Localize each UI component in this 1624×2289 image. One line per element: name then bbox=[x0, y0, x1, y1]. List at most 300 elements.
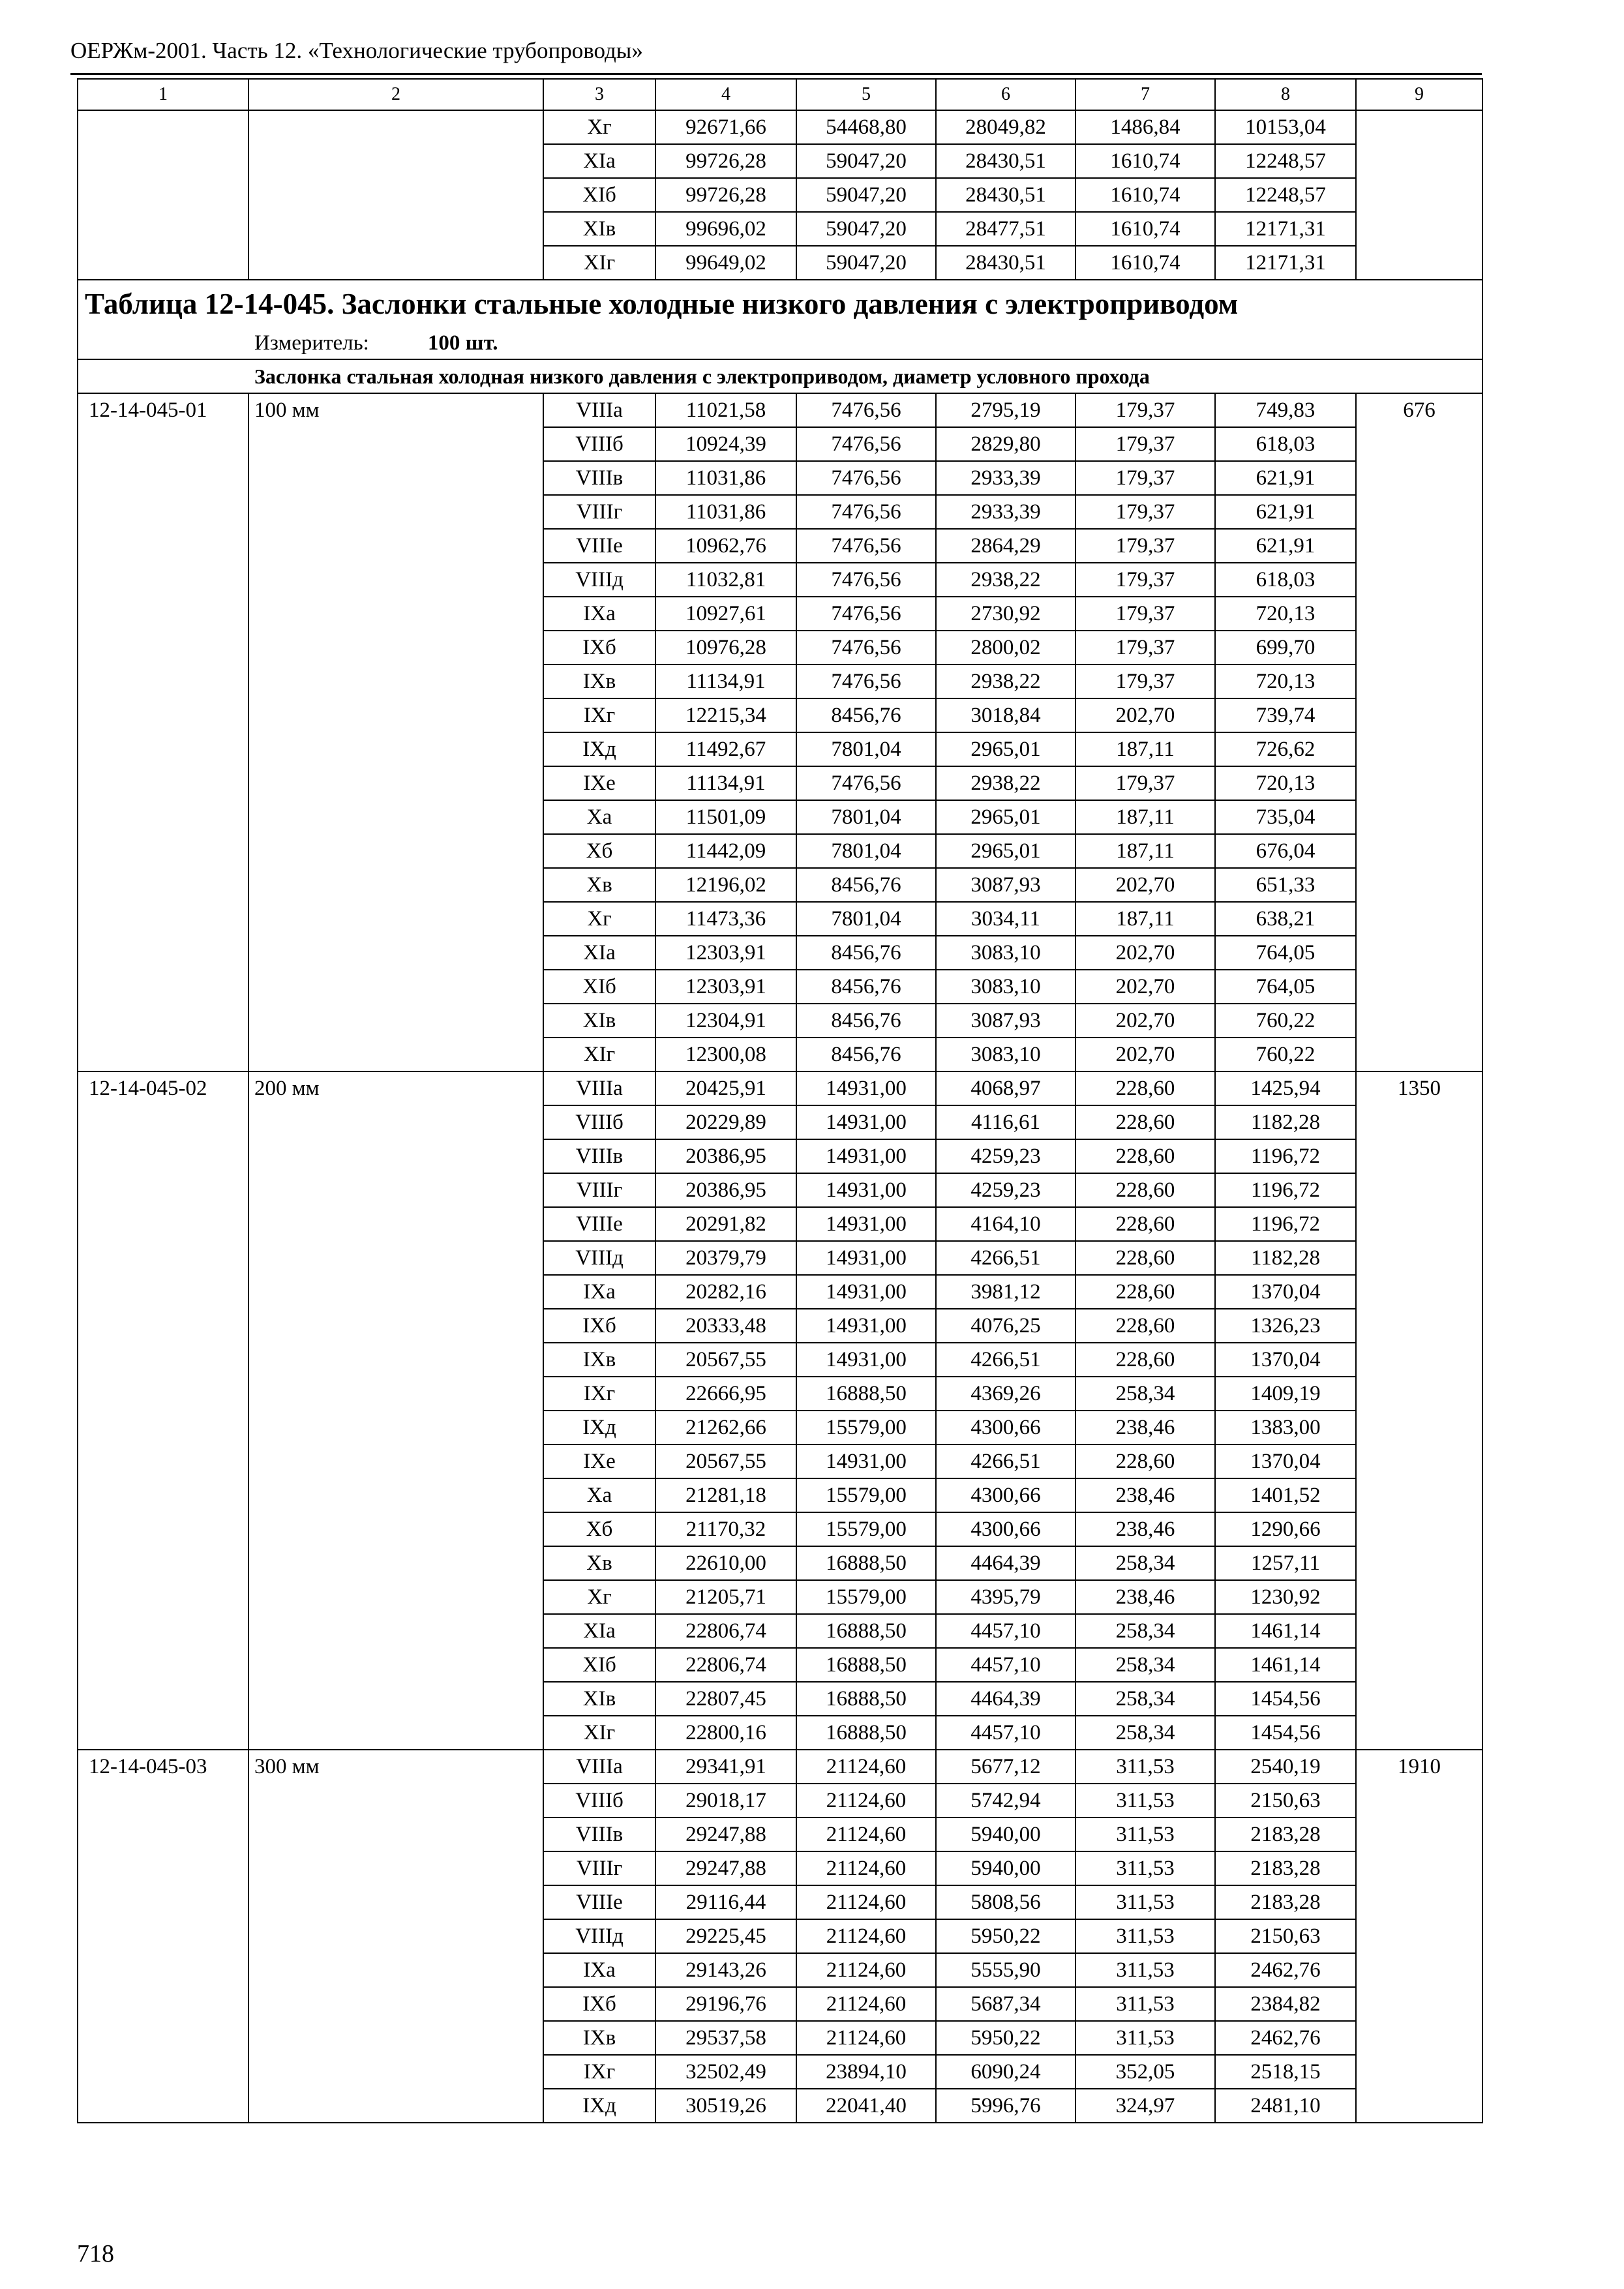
labor-cost-cell: 7476,56 bbox=[796, 631, 936, 665]
column-number: 5 bbox=[796, 79, 936, 110]
labor-cost-cell: 14931,00 bbox=[796, 1343, 936, 1377]
total-cost-cell: 10976,28 bbox=[655, 631, 796, 665]
zone-cell: XIa bbox=[543, 1614, 655, 1648]
machinist-wage-cell: 311,53 bbox=[1075, 2021, 1215, 2055]
total-cost-cell: 20229,89 bbox=[655, 1105, 796, 1139]
total-cost-cell: 10924,39 bbox=[655, 427, 796, 461]
machinist-wage-cell: 179,37 bbox=[1075, 427, 1215, 461]
machine-cost-cell: 4164,10 bbox=[936, 1207, 1075, 1241]
material-cost-cell: 1196,72 bbox=[1215, 1173, 1356, 1207]
machine-cost-cell: 2795,19 bbox=[936, 393, 1075, 427]
labor-cost-cell: 15579,00 bbox=[796, 1478, 936, 1512]
zone-cell: IXв bbox=[543, 1343, 655, 1377]
machinist-wage-cell: 258,34 bbox=[1075, 1716, 1215, 1750]
material-cost-cell: 2150,63 bbox=[1215, 1784, 1356, 1818]
zone-cell: VIIIб bbox=[543, 427, 655, 461]
labor-rate: 1910 bbox=[1356, 1750, 1482, 2123]
machinist-wage-cell: 179,37 bbox=[1075, 461, 1215, 495]
material-cost-cell: 2384,82 bbox=[1215, 1987, 1356, 2021]
total-cost-cell: 12196,02 bbox=[655, 868, 796, 902]
machine-cost-cell: 5677,12 bbox=[936, 1750, 1075, 1784]
machinist-wage-cell: 311,53 bbox=[1075, 1953, 1215, 1987]
material-cost-cell: 12248,57 bbox=[1215, 144, 1356, 178]
material-cost-cell: 1290,66 bbox=[1215, 1512, 1356, 1546]
table-title-row bbox=[78, 280, 1482, 327]
total-cost-cell: 12215,34 bbox=[655, 698, 796, 732]
total-cost-cell: 20291,82 bbox=[655, 1207, 796, 1241]
labor-cost-cell: 16888,50 bbox=[796, 1716, 936, 1750]
column-number: 6 bbox=[936, 79, 1075, 110]
column-number: 9 bbox=[1356, 79, 1482, 110]
material-cost-cell: 2150,63 bbox=[1215, 1919, 1356, 1953]
total-cost-cell: 20386,95 bbox=[655, 1173, 796, 1207]
material-cost-cell: 2540,19 bbox=[1215, 1750, 1356, 1784]
zone-cell: XIв bbox=[543, 1004, 655, 1038]
machine-cost-cell: 4457,10 bbox=[936, 1716, 1075, 1750]
machinist-wage-cell: 238,46 bbox=[1075, 1512, 1215, 1546]
zone-cell: VIIIв bbox=[543, 1818, 655, 1851]
machine-cost-cell: 4464,39 bbox=[936, 1682, 1075, 1716]
labor-rate: 676 bbox=[1356, 393, 1482, 1071]
total-cost-cell: 29247,88 bbox=[655, 1818, 796, 1851]
machine-cost-cell: 4395,79 bbox=[936, 1580, 1075, 1614]
total-cost-cell: 21205,71 bbox=[655, 1580, 796, 1614]
total-cost-cell: 20386,95 bbox=[655, 1139, 796, 1173]
machine-cost-cell: 4266,51 bbox=[936, 1343, 1075, 1377]
labor-cost-cell: 59047,20 bbox=[796, 144, 936, 178]
zone-cell: IXв bbox=[543, 2021, 655, 2055]
zone-cell: IXг bbox=[543, 1377, 655, 1411]
table-row bbox=[78, 1750, 1482, 1784]
labor-cost-cell: 8456,76 bbox=[796, 1038, 936, 1071]
machine-cost-cell: 28477,51 bbox=[936, 212, 1075, 246]
machine-cost-cell: 4068,97 bbox=[936, 1071, 1075, 1105]
machine-cost-cell: 4464,39 bbox=[936, 1546, 1075, 1580]
machine-cost-cell: 28049,82 bbox=[936, 110, 1075, 144]
labor-cost-cell: 21124,60 bbox=[796, 1987, 936, 2021]
machine-cost-cell: 2938,22 bbox=[936, 563, 1075, 597]
zone-cell: XIг bbox=[543, 1038, 655, 1071]
material-cost-cell: 1326,23 bbox=[1215, 1309, 1356, 1343]
machine-cost-cell: 3083,10 bbox=[936, 1038, 1075, 1071]
nominal-diameter: 300 мм bbox=[248, 1750, 543, 2123]
table-body bbox=[78, 79, 1482, 2123]
zone-cell: IXг bbox=[543, 698, 655, 732]
machine-cost-cell: 3087,93 bbox=[936, 1004, 1075, 1038]
total-cost-cell: 29143,26 bbox=[655, 1953, 796, 1987]
total-cost-cell: 11442,09 bbox=[655, 834, 796, 868]
zone-cell: XIв bbox=[543, 1682, 655, 1716]
machine-cost-cell: 4369,26 bbox=[936, 1377, 1075, 1411]
labor-cost-cell: 59047,20 bbox=[796, 246, 936, 280]
norm-code: 12-14-045-01 bbox=[78, 393, 248, 1071]
machinist-wage-cell: 179,37 bbox=[1075, 563, 1215, 597]
total-cost-cell: 20282,16 bbox=[655, 1275, 796, 1309]
machine-cost-cell: 2938,22 bbox=[936, 766, 1075, 800]
machine-cost-cell: 2829,80 bbox=[936, 427, 1075, 461]
total-cost-cell: 29116,44 bbox=[655, 1885, 796, 1919]
material-cost-cell: 676,04 bbox=[1215, 834, 1356, 868]
total-cost-cell: 10962,76 bbox=[655, 529, 796, 563]
table-row bbox=[78, 1071, 1482, 1105]
material-cost-cell: 739,74 bbox=[1215, 698, 1356, 732]
material-cost-cell: 699,70 bbox=[1215, 631, 1356, 665]
machinist-wage-cell: 228,60 bbox=[1075, 1105, 1215, 1139]
machinist-wage-cell: 258,34 bbox=[1075, 1682, 1215, 1716]
zone-cell: IXд bbox=[543, 732, 655, 766]
total-cost-cell: 11134,91 bbox=[655, 665, 796, 698]
zone-cell: IXд bbox=[543, 1411, 655, 1444]
material-cost-cell: 1383,00 bbox=[1215, 1411, 1356, 1444]
labor-cost-cell: 7476,56 bbox=[796, 529, 936, 563]
material-cost-cell: 2183,28 bbox=[1215, 1851, 1356, 1885]
zone-cell: XIг bbox=[543, 1716, 655, 1750]
machine-cost-cell: 6090,24 bbox=[936, 2055, 1075, 2089]
material-cost-cell: 1454,56 bbox=[1215, 1682, 1356, 1716]
column-number: 4 bbox=[655, 79, 796, 110]
machinist-wage-cell: 238,46 bbox=[1075, 1580, 1215, 1614]
machine-cost-cell: 3981,12 bbox=[936, 1275, 1075, 1309]
labor-cost-cell: 21124,60 bbox=[796, 1953, 936, 1987]
labor-cost-cell: 7801,04 bbox=[796, 800, 936, 834]
total-cost-cell: 22806,74 bbox=[655, 1614, 796, 1648]
labor-cost-cell: 14931,00 bbox=[796, 1207, 936, 1241]
norm-code: 12-14-045-02 bbox=[78, 1071, 248, 1750]
zone-cell: VIIIв bbox=[543, 1139, 655, 1173]
zone-cell: Xг bbox=[543, 1580, 655, 1614]
labor-cost-cell: 7476,56 bbox=[796, 461, 936, 495]
machinist-wage-cell: 1610,74 bbox=[1075, 144, 1215, 178]
header-rule bbox=[70, 73, 1482, 75]
blank-code-cell bbox=[78, 110, 248, 280]
machine-cost-cell: 5950,22 bbox=[936, 2021, 1075, 2055]
material-cost-cell: 760,22 bbox=[1215, 1004, 1356, 1038]
material-cost-cell: 749,83 bbox=[1215, 393, 1356, 427]
material-cost-cell: 764,05 bbox=[1215, 970, 1356, 1004]
material-cost-cell: 760,22 bbox=[1215, 1038, 1356, 1071]
machine-cost-cell: 5950,22 bbox=[936, 1919, 1075, 1953]
material-cost-cell: 651,33 bbox=[1215, 868, 1356, 902]
total-cost-cell: 29247,88 bbox=[655, 1851, 796, 1885]
zone-cell: VIIIд bbox=[543, 1241, 655, 1275]
machinist-wage-cell: 228,60 bbox=[1075, 1071, 1215, 1105]
labor-cost-cell: 7801,04 bbox=[796, 902, 936, 936]
machine-cost-cell: 5940,00 bbox=[936, 1851, 1075, 1885]
zone-cell: VIIIе bbox=[543, 529, 655, 563]
machinist-wage-cell: 238,46 bbox=[1075, 1411, 1215, 1444]
machinist-wage-cell: 311,53 bbox=[1075, 1818, 1215, 1851]
total-cost-cell: 11021,58 bbox=[655, 393, 796, 427]
labor-cost-cell: 21124,60 bbox=[796, 1885, 936, 1919]
material-cost-cell: 1196,72 bbox=[1215, 1139, 1356, 1173]
material-cost-cell: 621,91 bbox=[1215, 495, 1356, 529]
machinist-wage-cell: 311,53 bbox=[1075, 1851, 1215, 1885]
nominal-diameter: 100 мм bbox=[248, 393, 543, 1071]
machinist-wage-cell: 228,60 bbox=[1075, 1275, 1215, 1309]
machinist-wage-cell: 228,60 bbox=[1075, 1309, 1215, 1343]
material-cost-cell: 1454,56 bbox=[1215, 1716, 1356, 1750]
zone-cell: VIIIб bbox=[543, 1784, 655, 1818]
total-cost-cell: 99649,02 bbox=[655, 246, 796, 280]
labor-cost-cell: 16888,50 bbox=[796, 1377, 936, 1411]
total-cost-cell: 99726,28 bbox=[655, 144, 796, 178]
zone-cell: IXе bbox=[543, 1444, 655, 1478]
material-cost-cell: 621,91 bbox=[1215, 529, 1356, 563]
machinist-wage-cell: 1610,74 bbox=[1075, 178, 1215, 212]
column-number: 2 bbox=[248, 79, 543, 110]
total-cost-cell: 29341,91 bbox=[655, 1750, 796, 1784]
zone-cell: VIIIa bbox=[543, 1071, 655, 1105]
total-cost-cell: 11492,67 bbox=[655, 732, 796, 766]
total-cost-cell: 11134,91 bbox=[655, 766, 796, 800]
zone-cell: VIIIa bbox=[543, 393, 655, 427]
material-cost-cell: 2518,15 bbox=[1215, 2055, 1356, 2089]
machine-cost-cell: 5555,90 bbox=[936, 1953, 1075, 1987]
material-cost-cell: 1370,04 bbox=[1215, 1275, 1356, 1309]
machinist-wage-cell: 202,70 bbox=[1075, 970, 1215, 1004]
labor-cost-cell: 14931,00 bbox=[796, 1105, 936, 1139]
material-cost-cell: 764,05 bbox=[1215, 936, 1356, 970]
zone-cell: XIa bbox=[543, 936, 655, 970]
machinist-wage-cell: 311,53 bbox=[1075, 1987, 1215, 2021]
machine-cost-cell: 2965,01 bbox=[936, 800, 1075, 834]
machinist-wage-cell: 311,53 bbox=[1075, 1885, 1215, 1919]
column-number: 1 bbox=[78, 79, 248, 110]
machine-cost-cell: 3083,10 bbox=[936, 970, 1075, 1004]
labor-cost-cell: 21124,60 bbox=[796, 1818, 936, 1851]
labor-cost-cell: 59047,20 bbox=[796, 178, 936, 212]
total-cost-cell: 10927,61 bbox=[655, 597, 796, 631]
zone-cell: VIIIд bbox=[543, 1919, 655, 1953]
machinist-wage-cell: 324,97 bbox=[1075, 2089, 1215, 2123]
machinist-wage-cell: 311,53 bbox=[1075, 1784, 1215, 1818]
zone-cell: VIIIд bbox=[543, 563, 655, 597]
total-cost-cell: 22807,45 bbox=[655, 1682, 796, 1716]
total-cost-cell: 20379,79 bbox=[655, 1241, 796, 1275]
nominal-diameter: 200 мм bbox=[248, 1071, 543, 1750]
labor-cost-cell: 14931,00 bbox=[796, 1139, 936, 1173]
labor-cost-cell: 7476,56 bbox=[796, 495, 936, 529]
material-cost-cell: 720,13 bbox=[1215, 766, 1356, 800]
total-cost-cell: 29537,58 bbox=[655, 2021, 796, 2055]
material-cost-cell: 1196,72 bbox=[1215, 1207, 1356, 1241]
zone-cell: Xв bbox=[543, 1546, 655, 1580]
total-cost-cell: 21170,32 bbox=[655, 1512, 796, 1546]
total-cost-cell: 29225,45 bbox=[655, 1919, 796, 1953]
table-row bbox=[78, 110, 1482, 144]
material-cost-cell: 1461,14 bbox=[1215, 1614, 1356, 1648]
total-cost-cell: 99726,28 bbox=[655, 178, 796, 212]
machine-cost-cell: 5940,00 bbox=[936, 1818, 1075, 1851]
machine-cost-cell: 2965,01 bbox=[936, 732, 1075, 766]
material-cost-cell: 1401,52 bbox=[1215, 1478, 1356, 1512]
zone-cell: Xб bbox=[543, 1512, 655, 1546]
machinist-wage-cell: 228,60 bbox=[1075, 1343, 1215, 1377]
material-cost-cell: 2183,28 bbox=[1215, 1818, 1356, 1851]
zone-cell: VIIIг bbox=[543, 1173, 655, 1207]
machinist-wage-cell: 202,70 bbox=[1075, 1038, 1215, 1071]
material-cost-cell: 618,03 bbox=[1215, 427, 1356, 461]
labor-cost-cell: 21124,60 bbox=[796, 1851, 936, 1885]
machine-cost-cell: 4300,66 bbox=[936, 1512, 1075, 1546]
machine-cost-cell: 4300,66 bbox=[936, 1478, 1075, 1512]
machinist-wage-cell: 187,11 bbox=[1075, 834, 1215, 868]
labor-cost-cell: 14931,00 bbox=[796, 1071, 936, 1105]
zone-cell: IXб bbox=[543, 1987, 655, 2021]
material-cost-cell: 1370,04 bbox=[1215, 1444, 1356, 1478]
material-cost-cell: 12171,31 bbox=[1215, 246, 1356, 280]
column-number-row bbox=[78, 79, 1482, 110]
machine-cost-cell: 5808,56 bbox=[936, 1885, 1075, 1919]
total-cost-cell: 11473,36 bbox=[655, 902, 796, 936]
labor-cost-cell: 21124,60 bbox=[796, 2021, 936, 2055]
machinist-wage-cell: 202,70 bbox=[1075, 1004, 1215, 1038]
machinist-wage-cell: 258,34 bbox=[1075, 1614, 1215, 1648]
blank-rate-cell bbox=[1356, 110, 1482, 280]
machinist-wage-cell: 202,70 bbox=[1075, 936, 1215, 970]
material-cost-cell: 1409,19 bbox=[1215, 1377, 1356, 1411]
zone-cell: VIIIa bbox=[543, 1750, 655, 1784]
material-cost-cell: 720,13 bbox=[1215, 597, 1356, 631]
table-title: Таблица 12-14-045. Заслонки стальные холодные низкого давления с электроприводом bbox=[78, 280, 1482, 327]
material-cost-cell: 618,03 bbox=[1215, 563, 1356, 597]
labor-cost-cell: 8456,76 bbox=[796, 698, 936, 732]
unit-cell bbox=[78, 327, 1482, 359]
total-cost-cell: 11031,86 bbox=[655, 495, 796, 529]
material-cost-cell: 12248,57 bbox=[1215, 178, 1356, 212]
machine-cost-cell: 2938,22 bbox=[936, 665, 1075, 698]
material-cost-cell: 2462,76 bbox=[1215, 2021, 1356, 2055]
zone-cell: XIв bbox=[543, 212, 655, 246]
labor-cost-cell: 54468,80 bbox=[796, 110, 936, 144]
machinist-wage-cell: 187,11 bbox=[1075, 902, 1215, 936]
zone-cell: IXa bbox=[543, 597, 655, 631]
zone-cell: IXе bbox=[543, 766, 655, 800]
labor-cost-cell: 7801,04 bbox=[796, 732, 936, 766]
material-cost-cell: 1182,28 bbox=[1215, 1241, 1356, 1275]
labor-cost-cell: 16888,50 bbox=[796, 1546, 936, 1580]
machinist-wage-cell: 179,37 bbox=[1075, 495, 1215, 529]
column-number: 8 bbox=[1215, 79, 1356, 110]
machinist-wage-cell: 228,60 bbox=[1075, 1207, 1215, 1241]
machine-cost-cell: 4457,10 bbox=[936, 1648, 1075, 1682]
norm-code: 12-14-045-03 bbox=[78, 1750, 248, 2123]
machine-cost-cell: 2933,39 bbox=[936, 495, 1075, 529]
zone-cell: VIIIг bbox=[543, 1851, 655, 1885]
labor-rate: 1350 bbox=[1356, 1071, 1482, 1750]
machinist-wage-cell: 179,37 bbox=[1075, 597, 1215, 631]
zone-cell: XIб bbox=[543, 970, 655, 1004]
zone-cell: Xг bbox=[543, 902, 655, 936]
labor-cost-cell: 21124,60 bbox=[796, 1919, 936, 1953]
unit-label: Измеритель: bbox=[254, 331, 369, 355]
machine-cost-cell: 4259,23 bbox=[936, 1139, 1075, 1173]
total-cost-cell: 30519,26 bbox=[655, 2089, 796, 2123]
zone-cell: Xб bbox=[543, 834, 655, 868]
labor-cost-cell: 14931,00 bbox=[796, 1444, 936, 1478]
labor-cost-cell: 7476,56 bbox=[796, 597, 936, 631]
material-cost-cell: 1230,92 bbox=[1215, 1580, 1356, 1614]
material-cost-cell: 2462,76 bbox=[1215, 1953, 1356, 1987]
machine-cost-cell: 2965,01 bbox=[936, 834, 1075, 868]
material-cost-cell: 1182,28 bbox=[1215, 1105, 1356, 1139]
machine-cost-cell: 2864,29 bbox=[936, 529, 1075, 563]
labor-cost-cell: 7476,56 bbox=[796, 563, 936, 597]
total-cost-cell: 11501,09 bbox=[655, 800, 796, 834]
labor-cost-cell: 21124,60 bbox=[796, 1784, 936, 1818]
zone-cell: IXa bbox=[543, 1275, 655, 1309]
machinist-wage-cell: 179,37 bbox=[1075, 631, 1215, 665]
labor-cost-cell: 14931,00 bbox=[796, 1241, 936, 1275]
machine-cost-cell: 4116,61 bbox=[936, 1105, 1075, 1139]
material-cost-cell: 638,21 bbox=[1215, 902, 1356, 936]
machinist-wage-cell: 1610,74 bbox=[1075, 246, 1215, 280]
material-cost-cell: 726,62 bbox=[1215, 732, 1356, 766]
zone-cell: IXa bbox=[543, 1953, 655, 1987]
total-cost-cell: 20567,55 bbox=[655, 1444, 796, 1478]
machine-cost-cell: 2730,92 bbox=[936, 597, 1075, 631]
machinist-wage-cell: 311,53 bbox=[1075, 1750, 1215, 1784]
labor-cost-cell: 15579,00 bbox=[796, 1580, 936, 1614]
table-caption: Заслонка стальная холодная низкого давления с электроприводом, диаметр условного прохода bbox=[78, 359, 1482, 393]
machine-cost-cell: 3018,84 bbox=[936, 698, 1075, 732]
caption-row bbox=[78, 359, 1482, 393]
machine-cost-cell: 4300,66 bbox=[936, 1411, 1075, 1444]
labor-cost-cell: 14931,00 bbox=[796, 1173, 936, 1207]
zone-cell: VIIIг bbox=[543, 495, 655, 529]
zone-cell: IXб bbox=[543, 1309, 655, 1343]
labor-cost-cell: 14931,00 bbox=[796, 1275, 936, 1309]
total-cost-cell: 12300,08 bbox=[655, 1038, 796, 1071]
zone-cell: VIIIб bbox=[543, 1105, 655, 1139]
zone-cell: VIIIв bbox=[543, 461, 655, 495]
machinist-wage-cell: 1486,84 bbox=[1075, 110, 1215, 144]
total-cost-cell: 92671,66 bbox=[655, 110, 796, 144]
material-cost-cell: 720,13 bbox=[1215, 665, 1356, 698]
total-cost-cell: 12303,91 bbox=[655, 936, 796, 970]
zone-cell: Xв bbox=[543, 868, 655, 902]
machinist-wage-cell: 179,37 bbox=[1075, 766, 1215, 800]
total-cost-cell: 21262,66 bbox=[655, 1411, 796, 1444]
zone-cell: VIIIе bbox=[543, 1885, 655, 1919]
machinist-wage-cell: 179,37 bbox=[1075, 529, 1215, 563]
table-row bbox=[78, 393, 1482, 427]
total-cost-cell: 22806,74 bbox=[655, 1648, 796, 1682]
machine-cost-cell: 4457,10 bbox=[936, 1614, 1075, 1648]
material-cost-cell: 1425,94 bbox=[1215, 1071, 1356, 1105]
total-cost-cell: 22800,16 bbox=[655, 1716, 796, 1750]
labor-cost-cell: 7476,56 bbox=[796, 427, 936, 461]
machine-cost-cell: 5996,76 bbox=[936, 2089, 1075, 2123]
zone-cell: IXб bbox=[543, 631, 655, 665]
labor-cost-cell: 16888,50 bbox=[796, 1682, 936, 1716]
zone-cell: Xa bbox=[543, 1478, 655, 1512]
machinist-wage-cell: 1610,74 bbox=[1075, 212, 1215, 246]
total-cost-cell: 20333,48 bbox=[655, 1309, 796, 1343]
zone-cell: Xг bbox=[543, 110, 655, 144]
labor-cost-cell: 16888,50 bbox=[796, 1648, 936, 1682]
unit-value: 100 шт. bbox=[427, 331, 498, 355]
labor-cost-cell: 8456,76 bbox=[796, 868, 936, 902]
machine-cost-cell: 2933,39 bbox=[936, 461, 1075, 495]
total-cost-cell: 12303,91 bbox=[655, 970, 796, 1004]
labor-cost-cell: 23894,10 bbox=[796, 2055, 936, 2089]
machine-cost-cell: 28430,51 bbox=[936, 144, 1075, 178]
machine-cost-cell: 5742,94 bbox=[936, 1784, 1075, 1818]
total-cost-cell: 11031,86 bbox=[655, 461, 796, 495]
page-header: ОЕРЖм-2001. Часть 12. «Технологические трубопроводы» bbox=[70, 38, 643, 63]
machinist-wage-cell: 228,60 bbox=[1075, 1241, 1215, 1275]
